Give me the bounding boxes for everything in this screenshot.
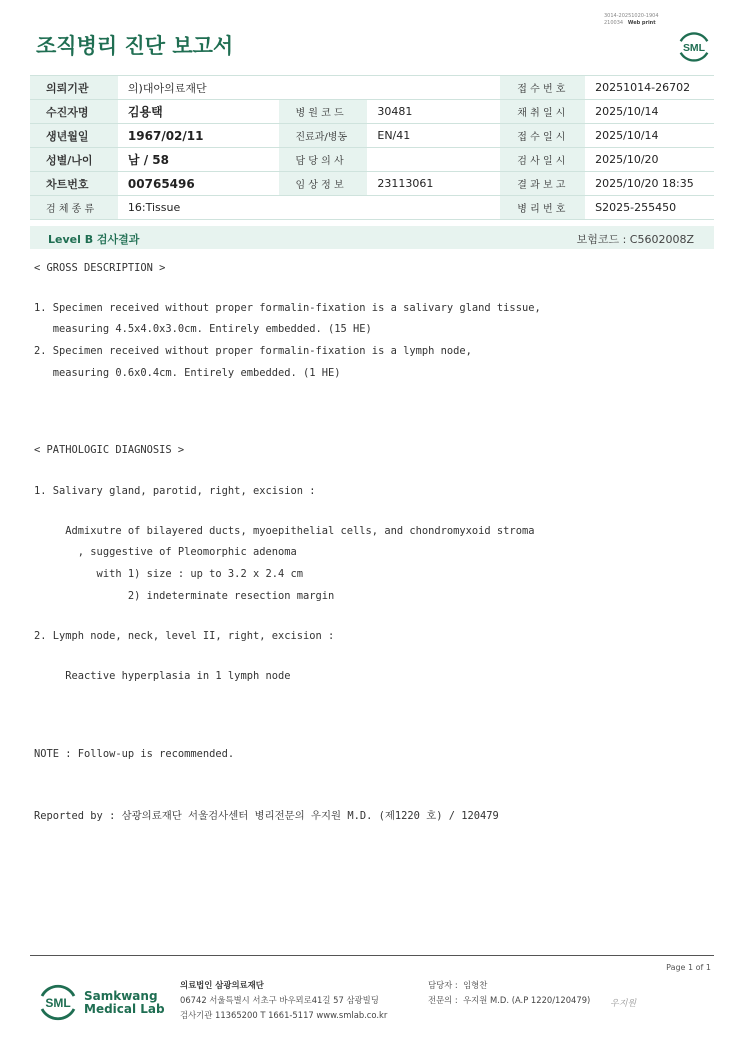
print-id-line2: 210034 Web print — [604, 20, 656, 26]
footer-divider — [30, 955, 714, 956]
report-title: 조직병리 진단 보고서 — [36, 34, 234, 58]
diagnosis-line: 2. Lymph node, neck, level II, right, excision : — [34, 630, 335, 642]
label-exam-date: 검 사 일 시 — [500, 148, 585, 172]
diagnosis-line: , suggestive of Pleomorphic adenoma — [34, 546, 297, 558]
note-line: NOTE : Follow-up is recommended. — [34, 748, 235, 760]
diagnosis-line: 2) indeterminate resection margin — [34, 590, 335, 602]
table-row — [30, 124, 714, 148]
gross-line: 1. Specimen received without proper formalin-fixation is a salivary gland tissue, — [34, 302, 541, 314]
sml-logo-text: SML — [45, 996, 71, 1010]
sml-logo-text: SML — [682, 42, 706, 54]
table-row — [30, 148, 714, 172]
label-chart: 차트번호 — [30, 172, 118, 196]
footer-staff-info — [428, 978, 590, 1008]
signature: 우지원 — [610, 999, 637, 1009]
value-doctor — [367, 148, 500, 172]
value-clinical: 23113061 — [367, 172, 500, 196]
value-collect-date: 2025/10/14 — [585, 100, 714, 124]
diagnosis-line: Reactive hyperplasia in 1 lymph node — [34, 670, 291, 682]
value-hospital-code: 30481 — [367, 100, 500, 124]
value-receipt-date: 2025/10/14 — [585, 124, 714, 148]
gross-header: < GROSS DESCRIPTION > — [34, 262, 166, 274]
value-path-no: S2025-255450 — [585, 196, 714, 220]
value-requesting-org: 의)대아의료재단 — [118, 76, 500, 100]
diagnosis-line: 1. Salivary gland, parotid, right, excision : — [34, 485, 316, 497]
level-label: Level B 검사결과 — [48, 233, 140, 246]
gross-line: measuring 0.6x0.4cm. Entirely embedded. (1 HE) — [34, 367, 341, 379]
label-dob: 생년월일 — [30, 124, 118, 148]
diagnosis-line: Admixutre of bilayered ducts, myoepithelial cells, and chondromyxoid stroma — [34, 525, 535, 537]
value-receipt-no: 20251014-26702 — [585, 76, 714, 100]
value-dob: 1967/02/11 — [118, 124, 280, 148]
label-result-report: 결 과 보 고 — [500, 172, 585, 196]
table-row — [30, 76, 714, 100]
label-sex-age: 성별/나이 — [30, 148, 118, 172]
label-dept: 진료과/병동 — [279, 124, 367, 148]
level-result-bar — [30, 226, 714, 249]
diagnosis-line: with 1) size : up to 3.2 x 2.4 cm — [34, 568, 303, 580]
label-collect-date: 채 취 일 시 — [500, 100, 585, 124]
pathologic-header: < PATHOLOGIC DIAGNOSIS > — [34, 444, 185, 456]
print-id — [604, 13, 659, 27]
value-result-report: 2025/10/20 18:35 — [585, 172, 714, 196]
manager-name: 임형찬 — [463, 980, 488, 990]
label-doctor: 담 당 의 사 — [279, 148, 367, 172]
footer-org-info — [180, 978, 387, 1023]
value-chart: 00765496 — [118, 172, 280, 196]
gross-line: 2. Specimen received without proper formalin-fixation is a lymph node, — [34, 345, 472, 357]
value-dept: EN/41 — [367, 124, 500, 148]
label-clinical: 임 상 정 보 — [279, 172, 367, 196]
page-number: Page 1 of 1 — [666, 963, 711, 972]
label-receipt-no: 접 수 번 호 — [500, 76, 585, 100]
label-path-no: 병 리 번 호 — [500, 196, 585, 220]
org-contact: 검사기관 11365200 T 1661-5117 www.smlab.co.kr — [180, 1010, 388, 1020]
value-specimen: 16:Tissue — [118, 196, 500, 220]
value-sex-age: 남 / 58 — [118, 148, 280, 172]
manager-label: 담당자 : — [428, 980, 458, 990]
label-patient: 수진자명 — [30, 100, 118, 124]
print-id-line1: 3014-20251020-1904 — [604, 13, 659, 19]
specialist-label: 전문의 : — [428, 995, 458, 1005]
sml-logo-icon — [675, 27, 713, 65]
gross-line: measuring 4.5x4.0x3.0cm. Entirely embedded. (15 HE) — [34, 323, 372, 335]
table-row — [30, 100, 714, 124]
org-name: 의료법인 삼광의료재단 — [180, 980, 264, 990]
label-receipt-date: 접 수 일 시 — [500, 124, 585, 148]
label-specimen: 검 체 종 류 — [30, 196, 118, 220]
value-exam-date: 2025/10/20 — [585, 148, 714, 172]
value-patient: 김용택 — [118, 100, 280, 124]
table-row — [30, 196, 714, 220]
org-address: 06742 서울특별시 서초구 바우뫼로41길 57 삼광빌딩 — [180, 995, 379, 1005]
specialist-name: 우지원 M.D. (A.P 1220/120479) — [463, 995, 591, 1005]
company-logo-text: Samkwang Medical Lab — [84, 989, 165, 1016]
label-hospital-code: 병 원 코 드 — [279, 100, 367, 124]
label-requesting-org: 의뢰기관 — [30, 76, 118, 100]
insurance-code: 보험코드 : C5602008Z — [576, 233, 694, 246]
reported-by-line: Reported by : 삼광의료재단 서울검사센터 병리전문의 우지원 M.D. (제1220 호) / 120479 — [34, 810, 499, 822]
sml-logo-icon — [36, 980, 80, 1024]
patient-info-table — [30, 75, 714, 220]
table-row — [30, 172, 714, 196]
